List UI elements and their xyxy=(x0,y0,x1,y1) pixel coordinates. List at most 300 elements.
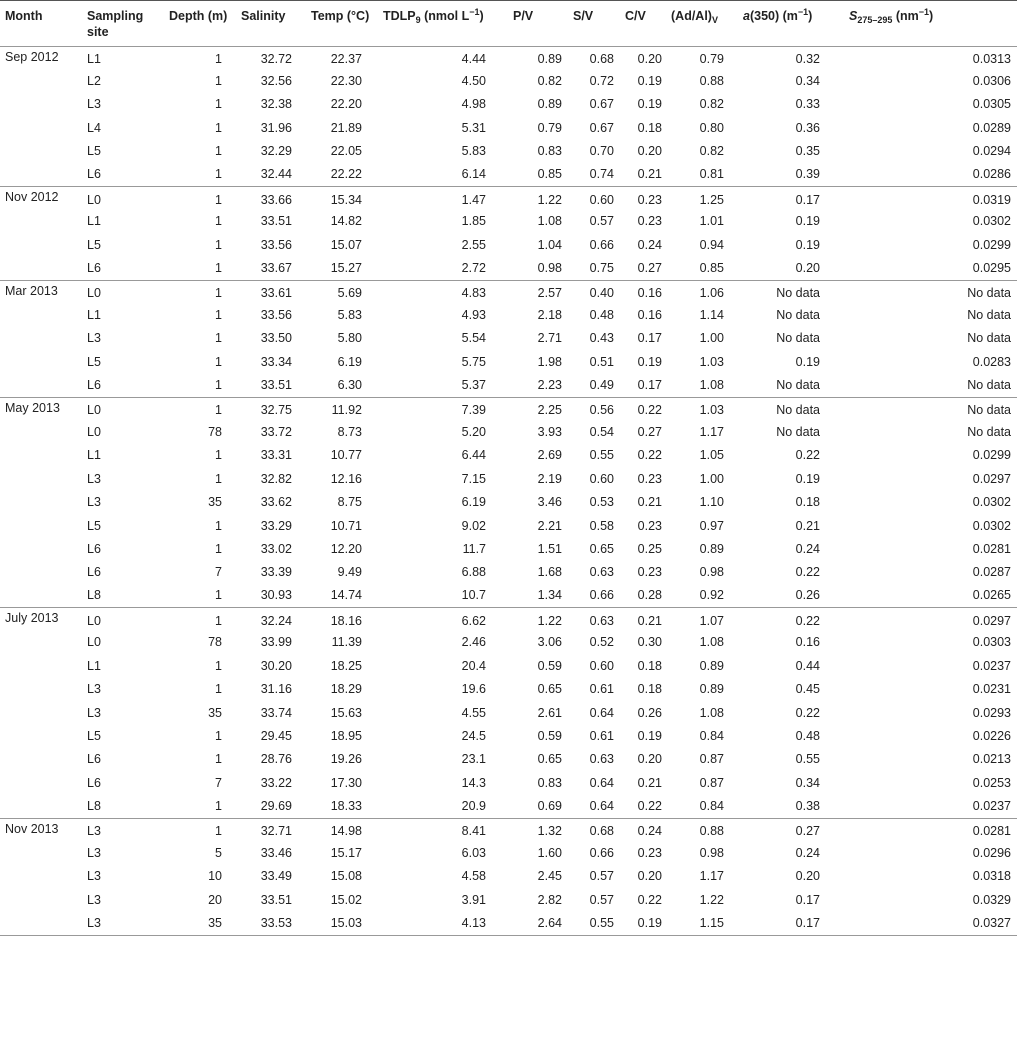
cell-site: L0 xyxy=(87,286,101,301)
cell-slope: 0.0281 xyxy=(972,541,1011,556)
cell-tdlp: 6.44 xyxy=(461,448,486,463)
cell-a350: 0.17 xyxy=(795,192,820,207)
cell-a350: 0.33 xyxy=(795,97,820,112)
table-row xyxy=(0,865,1017,888)
cell-sv: 0.70 xyxy=(589,144,614,159)
cell-a350: 0.19 xyxy=(795,237,820,252)
cell-slope: 0.0294 xyxy=(972,144,1011,159)
cell-a350: 0.19 xyxy=(795,214,820,229)
cell-depth: 5 xyxy=(215,845,222,860)
cell-depth: 1 xyxy=(215,682,222,697)
cell-tdlp: 1.85 xyxy=(461,214,486,229)
cell-temp: 22.30 xyxy=(330,74,362,89)
cell-cv: 0.25 xyxy=(637,541,662,556)
header-cv: C/V xyxy=(620,1,666,47)
cell-a350: 0.24 xyxy=(795,845,820,860)
cell-pv: 1.04 xyxy=(537,237,562,252)
cell-sv: 0.64 xyxy=(589,705,614,720)
cell-month: Sep 2012 xyxy=(5,50,59,64)
cell-tdlp: 10.7 xyxy=(378,584,508,607)
cell-tdlp: 14.3 xyxy=(461,775,486,790)
cell-a350: No data xyxy=(776,286,820,301)
cell-slope: 0.0302 xyxy=(972,214,1011,229)
cell-slope: 0.0213 xyxy=(972,752,1011,767)
cell-temp: 15.34 xyxy=(330,192,362,207)
cell-pv: 1.98 xyxy=(537,354,562,369)
cell-salinity: 32.56 xyxy=(260,74,292,89)
cell-tdlp: 4.83 xyxy=(461,286,486,301)
cell-depth: 10 xyxy=(208,869,222,884)
cell-month xyxy=(0,865,82,888)
cell-cv: 0.23 xyxy=(637,214,662,229)
cell-pv: 0.85 xyxy=(508,163,568,186)
cell-adal: 0.81 xyxy=(666,163,738,186)
cell-month xyxy=(0,725,82,748)
cell-month xyxy=(0,912,82,935)
cell-adal: 1.03 xyxy=(699,403,724,418)
cell-salinity: 33.66 xyxy=(260,192,292,207)
table-row xyxy=(0,678,1017,701)
table-row xyxy=(0,93,1017,116)
cell-pv: 2.61 xyxy=(537,705,562,720)
cell-temp: 12.20 xyxy=(330,541,362,556)
cell-salinity: 32.44 xyxy=(236,163,306,186)
header-depth: Depth (m) xyxy=(164,1,236,47)
cell-depth: 20 xyxy=(208,892,222,907)
cell-adal: 0.82 xyxy=(699,144,724,159)
cell-depth: 1 xyxy=(215,286,222,301)
cell-sv: 0.57 xyxy=(589,892,614,907)
cell-salinity: 31.16 xyxy=(260,682,292,697)
table-row xyxy=(0,70,1017,93)
cell-temp: 15.02 xyxy=(330,892,362,907)
cell-depth: 1 xyxy=(215,120,222,135)
cell-pv: 1.22 xyxy=(537,192,562,207)
table-row xyxy=(0,608,1017,631)
cell-month: May 2013 xyxy=(5,400,60,415)
cell-pv: 0.89 xyxy=(537,52,562,67)
cell-temp: 10.71 xyxy=(330,518,362,533)
cell-sv: 0.68 xyxy=(589,52,614,67)
cell-slope: 0.0237 xyxy=(844,795,1017,818)
cell-pv: 0.59 xyxy=(537,658,562,673)
cell-pv: 2.82 xyxy=(537,892,562,907)
cell-depth: 78 xyxy=(208,424,222,439)
cell-site: L3 xyxy=(82,912,164,935)
cell-cv: 0.22 xyxy=(637,448,662,463)
cell-cv: 0.18 xyxy=(637,120,662,135)
cell-pv: 0.79 xyxy=(537,120,562,135)
cell-tdlp: 5.75 xyxy=(461,354,486,369)
cell-adal: 1.00 xyxy=(699,331,724,346)
cell-cv: 0.16 xyxy=(637,307,662,322)
cell-temp: 19.26 xyxy=(330,752,362,767)
cell-adal: 0.94 xyxy=(699,237,724,252)
cell-depth: 35 xyxy=(208,705,222,720)
cell-tdlp: 2.55 xyxy=(461,237,486,252)
cell-slope: No data xyxy=(967,307,1011,322)
cell-depth: 1 xyxy=(215,74,222,89)
table-row xyxy=(0,701,1017,724)
cell-depth: 1 xyxy=(164,374,236,397)
cell-site: L0 xyxy=(87,424,101,439)
cell-temp: 8.73 xyxy=(337,424,362,439)
cell-temp: 15.08 xyxy=(330,869,362,884)
cell-pv: 1.08 xyxy=(537,214,562,229)
cell-pv: 0.83 xyxy=(537,775,562,790)
cell-adal: 1.03 xyxy=(699,354,724,369)
cell-pv: 0.65 xyxy=(537,682,562,697)
table-row xyxy=(0,842,1017,865)
cell-temp: 11.92 xyxy=(331,403,362,418)
cell-cv: 0.23 xyxy=(637,192,662,207)
cell-tdlp: 4.13 xyxy=(378,912,508,935)
cell-sv: 0.60 xyxy=(589,658,614,673)
cell-site: L6 xyxy=(87,752,101,767)
cell-pv: 3.46 xyxy=(537,495,562,510)
cell-month xyxy=(0,421,82,444)
cell-salinity: 33.99 xyxy=(260,635,292,650)
cell-a350: 0.34 xyxy=(795,74,820,89)
cell-adal: 0.92 xyxy=(666,584,738,607)
cell-slope: 0.0295 xyxy=(844,257,1017,280)
cell-depth: 78 xyxy=(208,635,222,650)
cell-depth: 1 xyxy=(215,354,222,369)
cell-temp: 6.19 xyxy=(337,354,362,369)
cell-month: July 2013 xyxy=(5,611,59,626)
cell-slope: 0.0319 xyxy=(972,192,1011,207)
cell-site: L3 xyxy=(87,705,101,720)
cell-slope: 0.0253 xyxy=(972,775,1011,790)
cell-slope: 0.0287 xyxy=(972,565,1011,580)
cell-cv: 0.21 xyxy=(637,495,662,510)
cell-month xyxy=(0,444,82,467)
cell-a350: 0.32 xyxy=(795,52,820,67)
cell-temp: 11.39 xyxy=(331,635,362,650)
cell-sv: 0.57 xyxy=(589,869,614,884)
cell-a350: No data xyxy=(776,424,820,439)
table-row xyxy=(0,912,1017,935)
cell-tdlp: 7.15 xyxy=(461,471,486,486)
table-row xyxy=(0,584,1017,607)
cell-adal: 0.87 xyxy=(699,752,724,767)
cell-salinity: 33.56 xyxy=(260,307,292,322)
cell-sv: 0.52 xyxy=(589,635,614,650)
table-row xyxy=(0,889,1017,912)
cell-temp: 14.82 xyxy=(330,214,362,229)
cell-slope: No data xyxy=(967,403,1011,418)
cell-depth: 35 xyxy=(164,912,236,935)
cell-adal: 0.98 xyxy=(699,845,724,860)
cell-temp: 12.16 xyxy=(330,471,362,486)
cell-sv: 0.63 xyxy=(589,565,614,580)
cell-slope: 0.0299 xyxy=(972,448,1011,463)
cell-cv: 0.23 xyxy=(637,518,662,533)
cell-depth: 1 xyxy=(164,584,236,607)
table-row xyxy=(0,468,1017,491)
cell-sv: 0.74 xyxy=(568,163,620,186)
cell-cv: 0.30 xyxy=(637,635,662,650)
cell-cv: 0.21 xyxy=(637,613,662,628)
table-row xyxy=(0,421,1017,444)
cell-adal: 1.17 xyxy=(699,869,724,884)
cell-slope: 0.0297 xyxy=(972,471,1011,486)
cell-slope: 0.0318 xyxy=(972,869,1011,884)
cell-tdlp: 2.72 xyxy=(378,257,508,280)
cell-site: L5 xyxy=(87,518,101,533)
cell-month xyxy=(0,327,82,350)
cell-tdlp: 6.14 xyxy=(378,163,508,186)
cell-salinity: 32.71 xyxy=(260,824,292,839)
cell-cv: 0.19 xyxy=(637,354,662,369)
cell-tdlp: 1.47 xyxy=(461,192,486,207)
cell-cv: 0.21 xyxy=(620,163,666,186)
cell-salinity: 33.56 xyxy=(260,237,292,252)
header-tdlp: $TDLP_9$ (nmol $L^{-1}$) xyxy=(378,1,508,47)
header-sv: S/V xyxy=(568,1,620,47)
cell-a350: No data xyxy=(776,307,820,322)
cell-temp: 15.63 xyxy=(330,705,362,720)
cell-salinity: 33.31 xyxy=(260,448,292,463)
cell-pv: 2.71 xyxy=(537,331,562,346)
cell-site: L0 xyxy=(87,192,101,207)
table-row xyxy=(0,538,1017,561)
cell-depth: 35 xyxy=(208,495,222,510)
cell-tdlp: 4.50 xyxy=(461,74,486,89)
cell-site: L3 xyxy=(87,892,101,907)
cell-depth: 1 xyxy=(215,52,222,67)
cell-adal: 0.87 xyxy=(699,775,724,790)
cell-cv: 0.23 xyxy=(637,471,662,486)
cell-a350: 0.35 xyxy=(795,144,820,159)
cell-pv: 2.69 xyxy=(537,448,562,463)
cell-slope: 0.0283 xyxy=(972,354,1011,369)
cell-depth: 1 xyxy=(164,163,236,186)
cell-adal: 0.80 xyxy=(699,120,724,135)
cell-sv: 0.48 xyxy=(589,307,614,322)
cell-pv: 0.83 xyxy=(537,144,562,159)
cell-adal: 0.97 xyxy=(699,518,724,533)
cell-depth: 1 xyxy=(215,658,222,673)
cell-month xyxy=(0,889,82,912)
cell-cv: 0.22 xyxy=(620,795,666,818)
cell-pv: 1.34 xyxy=(508,584,568,607)
cell-a350: 0.48 xyxy=(795,729,820,744)
cell-salinity: 31.96 xyxy=(260,120,292,135)
cell-cv: 0.17 xyxy=(620,374,666,397)
cell-slope: 0.0302 xyxy=(972,518,1011,533)
table-row xyxy=(0,631,1017,654)
cell-depth: 1 xyxy=(215,518,222,533)
cell-cv: 0.19 xyxy=(637,97,662,112)
cell-cv: 0.20 xyxy=(637,144,662,159)
cell-tdlp: 23.1 xyxy=(461,752,486,767)
cell-tdlp: 4.44 xyxy=(461,52,486,67)
cell-site: L0 xyxy=(87,635,101,650)
cell-salinity: 33.51 xyxy=(260,892,292,907)
cell-month xyxy=(0,117,82,140)
cell-depth: 1 xyxy=(215,541,222,556)
cell-temp: 21.89 xyxy=(330,120,362,135)
cell-sv: 0.65 xyxy=(589,541,614,556)
cell-month xyxy=(0,631,82,654)
cell-depth: 1 xyxy=(215,824,222,839)
cell-depth: 1 xyxy=(215,403,222,418)
cell-tdlp: 20.4 xyxy=(461,658,486,673)
cell-adal: 1.08 xyxy=(666,374,738,397)
cell-month xyxy=(0,468,82,491)
cell-salinity: 33.46 xyxy=(260,845,292,860)
cell-slope: 0.0303 xyxy=(972,635,1011,650)
cell-depth: 1 xyxy=(215,752,222,767)
cell-salinity: 33.51 xyxy=(260,214,292,229)
cell-salinity: 33.34 xyxy=(260,354,292,369)
cell-salinity: 32.38 xyxy=(260,97,292,112)
cell-month xyxy=(0,772,82,795)
cell-adal: 1.10 xyxy=(699,495,724,510)
cell-tdlp: 20.9 xyxy=(378,795,508,818)
cell-month xyxy=(0,304,82,327)
cell-temp: 6.30 xyxy=(306,374,378,397)
cell-temp: 18.33 xyxy=(306,795,378,818)
cell-tdlp: 4.98 xyxy=(461,97,486,112)
cell-site: L1 xyxy=(87,307,101,322)
table-row xyxy=(0,140,1017,163)
table-row xyxy=(0,514,1017,537)
cell-salinity: 33.49 xyxy=(260,869,292,884)
table-row xyxy=(0,655,1017,678)
cell-sv: 0.53 xyxy=(589,495,614,510)
cell-sv: 0.63 xyxy=(589,752,614,767)
cell-a350: 0.19 xyxy=(795,354,820,369)
cell-a350: 0.17 xyxy=(738,912,844,935)
cell-salinity: 33.29 xyxy=(260,518,292,533)
cell-sv: 0.61 xyxy=(589,682,614,697)
cell-temp: 22.37 xyxy=(330,52,362,67)
cell-site: L3 xyxy=(87,682,101,697)
cell-slope: 0.0226 xyxy=(972,729,1011,744)
cell-adal: 0.88 xyxy=(699,824,724,839)
cell-depth: 1 xyxy=(215,331,222,346)
cell-site: L3 xyxy=(87,824,101,839)
cell-slope: No data xyxy=(844,374,1017,397)
cell-site: L8 xyxy=(82,795,164,818)
cell-temp: 14.74 xyxy=(306,584,378,607)
cell-adal: 0.84 xyxy=(699,729,724,744)
cell-depth: 1 xyxy=(164,257,236,280)
cell-site: L6 xyxy=(87,775,101,790)
cell-pv: 2.21 xyxy=(537,518,562,533)
cell-slope: 0.0299 xyxy=(972,237,1011,252)
header-adal: $(Ad/Al)_V$ xyxy=(666,1,738,47)
cell-cv: 0.27 xyxy=(637,424,662,439)
cell-slope: 0.0289 xyxy=(972,120,1011,135)
cell-sv: 0.55 xyxy=(568,912,620,935)
cell-temp: 18.95 xyxy=(330,729,362,744)
table-row xyxy=(0,304,1017,327)
cell-pv: 0.69 xyxy=(508,795,568,818)
header-pv: P/V xyxy=(508,1,568,47)
cell-slope: 0.0231 xyxy=(972,682,1011,697)
cell-cv: 0.27 xyxy=(620,257,666,280)
cell-depth: 1 xyxy=(215,192,222,207)
cell-temp: 18.16 xyxy=(330,613,362,628)
cell-adal: 0.85 xyxy=(666,257,738,280)
cell-month xyxy=(0,70,82,93)
cell-tdlp: 5.83 xyxy=(461,144,486,159)
cell-temp: 17.30 xyxy=(330,775,362,790)
cell-site: L3 xyxy=(87,845,101,860)
cell-site: L3 xyxy=(87,869,101,884)
cell-slope: 0.0313 xyxy=(972,52,1011,67)
cell-tdlp: 6.19 xyxy=(461,495,486,510)
cell-tdlp: 5.37 xyxy=(378,374,508,397)
cell-site: L5 xyxy=(87,729,101,744)
header-month: Month xyxy=(0,1,82,47)
cell-tdlp: 9.02 xyxy=(461,518,486,533)
cell-month xyxy=(0,140,82,163)
cell-site: L5 xyxy=(87,354,101,369)
cell-slope: 0.0305 xyxy=(972,97,1011,112)
cell-salinity: 28.76 xyxy=(260,752,292,767)
cell-sv: 0.60 xyxy=(589,471,614,486)
cell-sv: 0.72 xyxy=(589,74,614,89)
cell-sv: 0.68 xyxy=(589,824,614,839)
cell-adal: 0.89 xyxy=(699,658,724,673)
cell-temp: 15.03 xyxy=(306,912,378,935)
cell-tdlp: 11.7 xyxy=(462,541,486,556)
cell-month xyxy=(0,701,82,724)
cell-a350: 0.24 xyxy=(795,541,820,556)
cell-depth: 1 xyxy=(215,214,222,229)
cell-sv: 0.54 xyxy=(589,424,614,439)
cell-site: L6 xyxy=(87,565,101,580)
cell-pv: 0.82 xyxy=(537,74,562,89)
cell-sv: 0.58 xyxy=(589,518,614,533)
table-row xyxy=(0,117,1017,140)
cell-a350: 0.27 xyxy=(795,824,820,839)
cell-adal: 1.08 xyxy=(699,635,724,650)
cell-pv: 0.98 xyxy=(508,257,568,280)
cell-a350: 0.18 xyxy=(795,495,820,510)
cell-a350: No data xyxy=(776,331,820,346)
cell-salinity: 32.82 xyxy=(260,471,292,486)
cell-month xyxy=(0,514,82,537)
table-row xyxy=(0,397,1017,420)
cell-sv: 0.67 xyxy=(589,120,614,135)
cell-site: L3 xyxy=(87,331,101,346)
cell-temp: 15.17 xyxy=(330,845,362,860)
cell-cv: 0.20 xyxy=(637,52,662,67)
table-row xyxy=(0,280,1017,303)
cell-adal: 1.07 xyxy=(699,613,724,628)
cell-tdlp: 5.54 xyxy=(461,331,486,346)
cell-pv: 1.22 xyxy=(537,613,562,628)
cell-salinity: 32.75 xyxy=(260,403,292,418)
cell-pv: 2.23 xyxy=(508,374,568,397)
cell-tdlp: 7.39 xyxy=(461,403,486,418)
header-site: Sampling site xyxy=(82,1,164,47)
cell-depth: 1 xyxy=(215,613,222,628)
cell-temp: 8.75 xyxy=(337,495,362,510)
cell-salinity: 32.24 xyxy=(260,613,292,628)
cell-cv: 0.21 xyxy=(637,775,662,790)
cell-temp: 14.98 xyxy=(330,824,362,839)
cell-cv: 0.22 xyxy=(637,403,662,418)
cell-adal: 1.22 xyxy=(699,892,724,907)
cell-depth: 7 xyxy=(215,775,222,790)
cell-site: L2 xyxy=(87,74,101,89)
